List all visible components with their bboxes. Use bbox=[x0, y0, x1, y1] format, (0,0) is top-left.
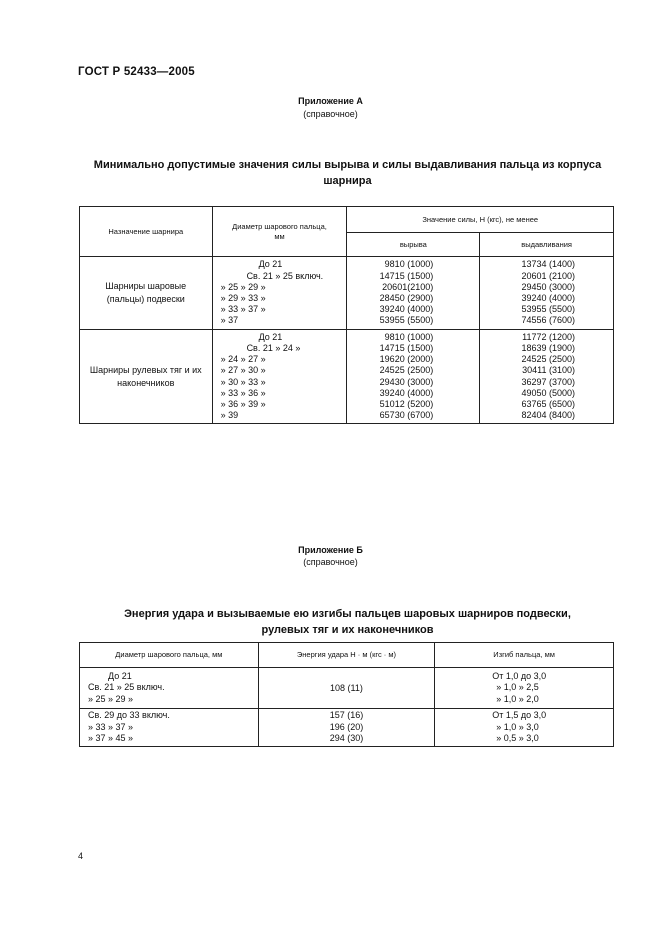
table-a-header-purpose: Назначение шарнира bbox=[80, 207, 213, 257]
table-a-push-value: 18639 (1900) bbox=[521, 342, 575, 353]
table-a-pull-value: 9810 (1000) bbox=[384, 331, 434, 342]
table-b-header-energy: Энергия удара Н · м (кгс · м) bbox=[258, 643, 435, 668]
table-a-push-value: 13734 (1400) bbox=[521, 259, 575, 270]
table-a-pull-value: 24525 (2500) bbox=[379, 365, 434, 376]
table-a-diameter-value: » 39 bbox=[220, 410, 239, 421]
table-a-purpose-line: Шарниры шаровые bbox=[105, 281, 187, 291]
table-a-purpose-cell bbox=[80, 257, 213, 330]
table-a-push-value: 63765 (6500) bbox=[521, 398, 575, 409]
table-a-push-value: 39240 (4000) bbox=[521, 293, 575, 303]
table-row bbox=[80, 330, 614, 424]
table-a-diameter-value: » 37 bbox=[220, 315, 239, 326]
table-a-diameter-value: » 25 » 29 » bbox=[220, 281, 266, 292]
table-a-purpose-cell bbox=[80, 330, 213, 424]
table-a-diameter-value: Св. 21 » 24 » bbox=[246, 342, 301, 353]
table-a-push-value: 74556 (7600) bbox=[521, 315, 575, 326]
table-a-push-value: 53955 (5500) bbox=[521, 304, 575, 315]
table-a-pull-cell bbox=[347, 330, 480, 424]
page-number: 4 bbox=[78, 851, 84, 861]
table-a-pull-value: 29430 (3000) bbox=[379, 376, 434, 387]
table-a-pull-value: 20601(2100) bbox=[382, 281, 434, 292]
table-a-header-diameter bbox=[212, 207, 347, 257]
table-row bbox=[80, 257, 614, 330]
table-b-header-diameter: Диаметр шарового пальца, мм bbox=[80, 643, 259, 668]
table-a-header-diameter-l1: Диаметр шарового пальца, bbox=[232, 221, 327, 231]
table-a bbox=[79, 206, 614, 424]
table-a-diameter-value: » 30 » 33 » bbox=[220, 376, 266, 387]
appendix-a-heading-line1: Минимально допустимые значения силы вырыва и силы выдавливания пальца из корпуса bbox=[93, 159, 602, 171]
table-a-push-value: 20601 (2100) bbox=[521, 270, 575, 281]
table-a-header-diameter-l2: мм bbox=[274, 231, 285, 241]
table-a-diameter-value: До 21 bbox=[258, 259, 283, 270]
table-row bbox=[80, 709, 614, 747]
table-b-diameter-cell bbox=[80, 668, 259, 709]
table-row bbox=[80, 668, 614, 709]
table-a-diameter-value: » 36 » 39 » bbox=[220, 398, 266, 409]
table-a-diameter-value: До 21 bbox=[258, 331, 283, 342]
table-b-energy-cell bbox=[258, 709, 435, 747]
table-a-diameter-cell bbox=[212, 257, 347, 330]
table-b-energy-value: 108 (11) bbox=[330, 683, 363, 693]
table-b bbox=[79, 642, 614, 747]
table-a-purpose-line: Шарниры рулевых тяг и их bbox=[89, 364, 202, 375]
table-a-push-value: 11772 (1200) bbox=[522, 331, 575, 342]
table-a-diameter-cell bbox=[212, 330, 347, 424]
table-a-diameter-value: Св. 21 » 25 включ. bbox=[246, 270, 324, 281]
table-a-purpose-line: наконечников bbox=[117, 377, 175, 388]
table-b-diameter-value: Св. 21 » 25 включ. bbox=[88, 682, 165, 693]
appendix-a-subtitle: (справочное) bbox=[303, 109, 358, 119]
table-b-bend-value: » 1,0 » 3,0 bbox=[496, 721, 539, 732]
table-b-energy-value: 157 (16) bbox=[329, 710, 364, 721]
table-b-bend-value: » 1,0 » 2,5 bbox=[496, 682, 539, 693]
table-a-push-value: 30411 (3100) bbox=[522, 365, 575, 376]
table-b-diameter-value: » 33 » 37 » bbox=[88, 721, 134, 732]
table-b-energy-cell bbox=[258, 668, 435, 709]
appendix-b-heading bbox=[80, 606, 615, 638]
appendix-a-heading-line2: шарнира bbox=[323, 175, 372, 187]
table-a-pull-value: 28450 (2900) bbox=[379, 293, 434, 303]
table-a-header-force: Значение силы, Н (кгс), не менее bbox=[347, 207, 614, 233]
table-b-bend-value: От 1,0 до 3,0 bbox=[492, 670, 547, 681]
appendix-a-heading bbox=[80, 157, 615, 189]
table-a-push-value: 29450 (3000) bbox=[521, 281, 575, 292]
table-a-header-pull: вырыва bbox=[347, 233, 480, 257]
table-a-push-value: 82404 (8400) bbox=[521, 410, 575, 421]
table-a-pull-value: 65730 (6700) bbox=[379, 410, 434, 421]
table-b-bend-value: От 1,5 до 3,0 bbox=[492, 710, 547, 721]
table-b-diameter-value: До 21 bbox=[108, 670, 132, 681]
table-b-diameter-value: » 37 » 45 » bbox=[88, 733, 134, 744]
table-a-pull-cell bbox=[347, 257, 480, 330]
table-b-bend-value: » 1,0 » 2,0 bbox=[496, 693, 539, 704]
table-a-purpose-line: (пальцы) подвески bbox=[106, 294, 185, 304]
appendix-b-heading-line2: рулевых тяг и их наконечников bbox=[261, 624, 434, 636]
table-a-push-value: 36297 (3700) bbox=[521, 376, 575, 387]
table-b-diameter-value: Св. 29 до 33 включ. bbox=[88, 710, 170, 721]
table-b-bend-value: » 0,5 » 3,0 bbox=[496, 733, 539, 744]
appendix-b-heading-line1: Энергия удара и вызываемые ею изгибы пальцев шаровых шарниров подвески, bbox=[124, 608, 571, 620]
table-a-diameter-value: » 29 » 33 » bbox=[220, 293, 266, 303]
table-a-pull-value: 51012 (5200) bbox=[379, 398, 434, 409]
table-b-energy-value: 196 (20) bbox=[329, 721, 364, 732]
table-b-diameter-cell bbox=[80, 709, 259, 747]
table-a-pull-value: 14715 (1500) bbox=[379, 270, 434, 281]
table-a-push-value: 49050 (5000) bbox=[521, 387, 575, 398]
table-b-diameter-value: » 25 » 29 » bbox=[88, 693, 134, 704]
table-a-pull-value: 39240 (4000) bbox=[379, 304, 434, 315]
table-b-bend-cell bbox=[435, 668, 614, 709]
appendix-a-title: Приложение А bbox=[298, 96, 363, 106]
document-header: ГОСТ Р 52433—2005 bbox=[78, 66, 195, 78]
table-a-push-cell bbox=[480, 257, 614, 330]
appendix-b-subtitle: (справочное) bbox=[303, 557, 358, 567]
table-b-energy-value: 294 (30) bbox=[329, 733, 364, 744]
table-a-push-cell bbox=[480, 330, 614, 424]
table-b-header-bend: Изгиб пальца, мм bbox=[435, 643, 614, 668]
table-a-diameter-value: » 27 » 30 » bbox=[220, 365, 266, 376]
appendix-b-title: Приложение Б bbox=[298, 545, 363, 555]
table-a-diameter-value: » 33 » 37 » bbox=[220, 304, 266, 315]
table-a-pull-value: 53955 (5500) bbox=[379, 315, 434, 326]
table-a-pull-value: 19620 (2000) bbox=[379, 354, 434, 365]
table-a-pull-value: 39240 (4000) bbox=[379, 387, 434, 398]
table-a-pull-value: 14715 (1500) bbox=[379, 342, 434, 353]
table-a-pull-value: 9810 (1000) bbox=[384, 259, 434, 270]
table-a-diameter-value: » 24 » 27 » bbox=[220, 354, 266, 365]
table-b-bend-cell bbox=[435, 709, 614, 747]
table-a-diameter-value: » 33 » 36 » bbox=[220, 387, 266, 398]
table-a-header-push: выдавливания bbox=[480, 233, 614, 257]
table-a-push-value: 24525 (2500) bbox=[521, 354, 575, 365]
